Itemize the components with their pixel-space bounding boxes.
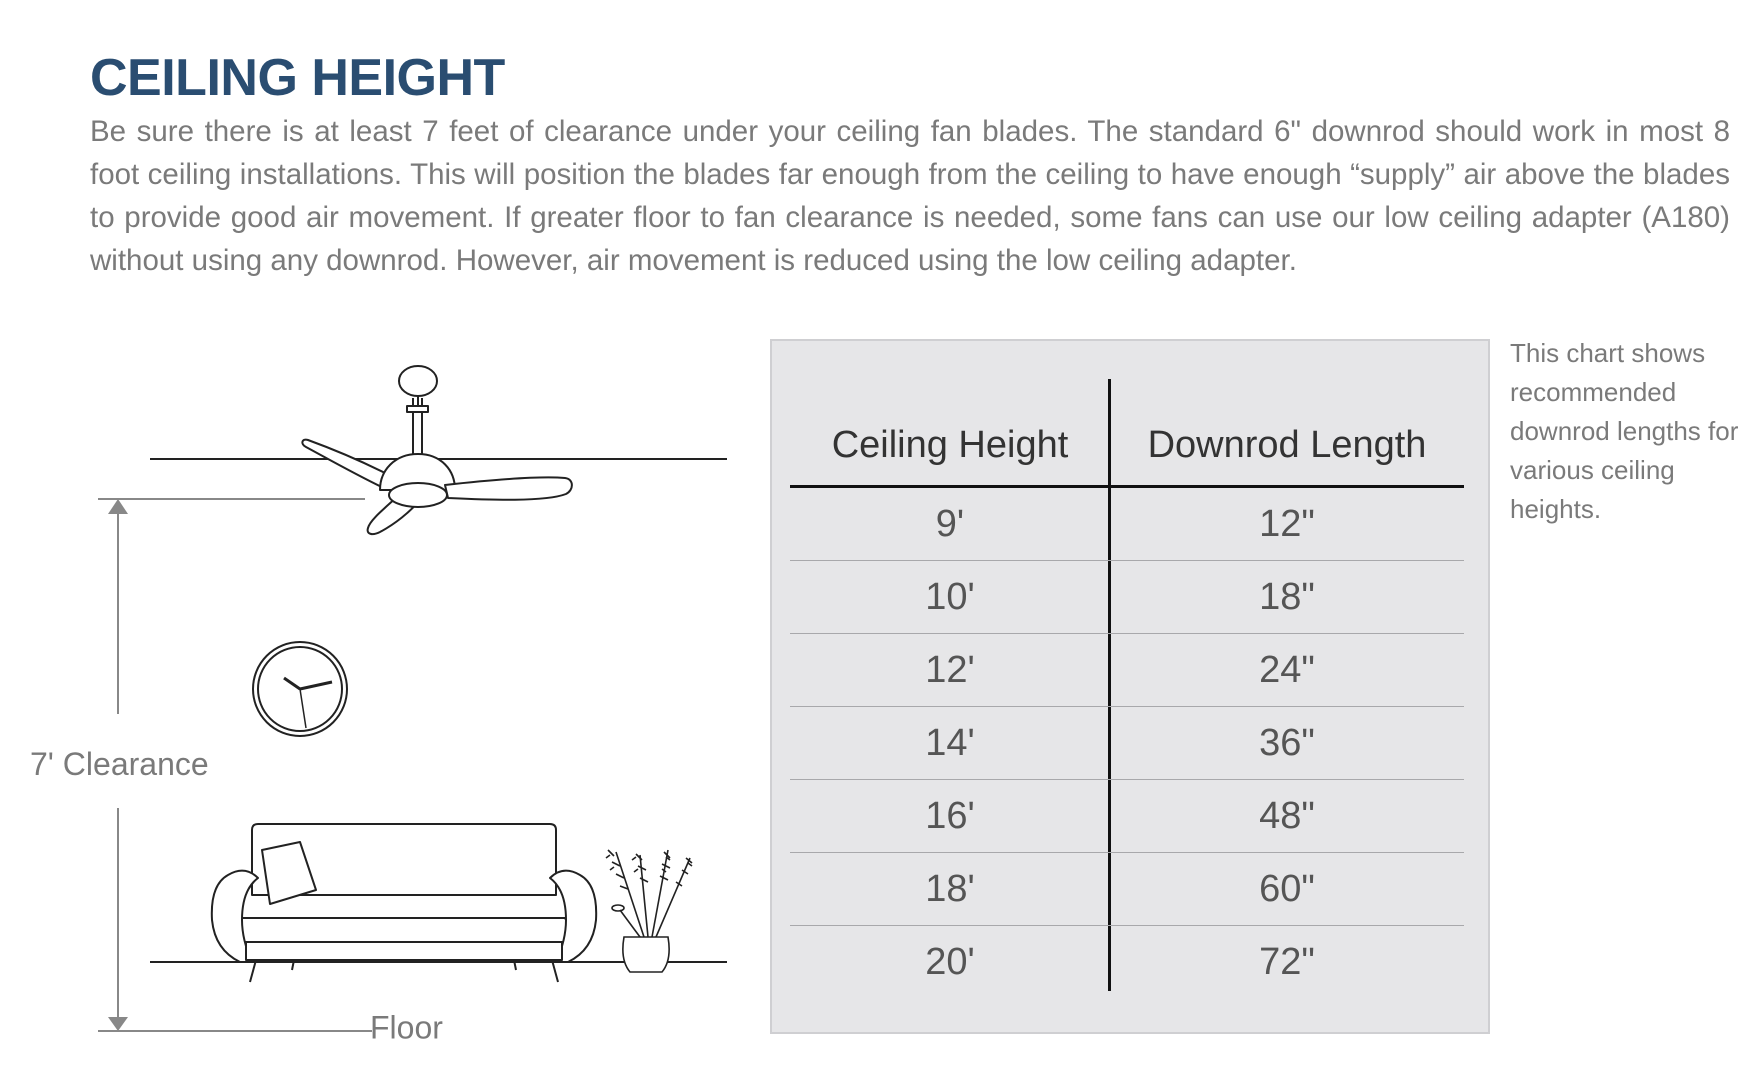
downrod-chart-table xyxy=(790,379,1464,998)
downrod-length-cell: 72" xyxy=(1259,940,1315,983)
header-downrod-length: Downrod Length xyxy=(1147,424,1427,466)
downrod-length-cell: 60" xyxy=(1259,867,1315,910)
potted-plant-icon xyxy=(606,850,692,972)
page-title: CEILING HEIGHT xyxy=(90,49,505,107)
table-row xyxy=(790,926,1464,998)
clearance-label: 7' Clearance xyxy=(30,746,209,782)
ceiling-height-cell: 12' xyxy=(925,648,975,691)
table-row xyxy=(790,561,1464,634)
header-ceiling-height: Ceiling Height xyxy=(831,424,1069,466)
downrod-length-cell: 48" xyxy=(1259,794,1315,837)
ceiling-height-cell: 10' xyxy=(925,575,975,618)
chart-note: This chart shows recommended downrod lengths for various ceiling heights. xyxy=(1510,338,1739,524)
intro-paragraph: Be sure there is at least 7 feet of clearance under your ceiling fan blades. The standard 6" downrod should work in most 8 foot ceiling installations. This will position the blades far enough from the ceiling to have enough “supply” air above the blades to provide good air movement. If greater floor to fan clearance is needed, some fans can use our low ceiling adapter (A180) without using any downrod. However, air movement is reduced using the low ceiling adapter. xyxy=(90,115,1730,277)
table-row xyxy=(790,488,1464,561)
table-row xyxy=(790,853,1464,926)
ceiling-height-cell: 18' xyxy=(925,867,975,910)
ceiling-fan-icon xyxy=(302,366,572,534)
sofa-icon xyxy=(212,824,596,982)
room-illustration xyxy=(0,330,760,1070)
downrod-length-cell: 18" xyxy=(1259,575,1315,618)
table-header-row xyxy=(790,379,1464,488)
downrod-length-cell: 12" xyxy=(1259,502,1315,545)
table-row xyxy=(790,707,1464,780)
ceiling-height-cell: 20' xyxy=(925,940,975,983)
floor-label: Floor xyxy=(370,1009,443,1046)
wall-clock-icon xyxy=(253,642,347,736)
downrod-chart-panel xyxy=(770,339,1490,1034)
table-row xyxy=(790,780,1464,853)
ceiling-height-cell: 16' xyxy=(925,794,975,837)
ceiling-height-cell: 14' xyxy=(925,721,975,764)
downrod-length-cell: 24" xyxy=(1259,648,1315,691)
table-row xyxy=(790,634,1464,707)
downrod-length-cell: 36" xyxy=(1259,721,1315,764)
ceiling-height-cell: 9' xyxy=(935,502,965,545)
